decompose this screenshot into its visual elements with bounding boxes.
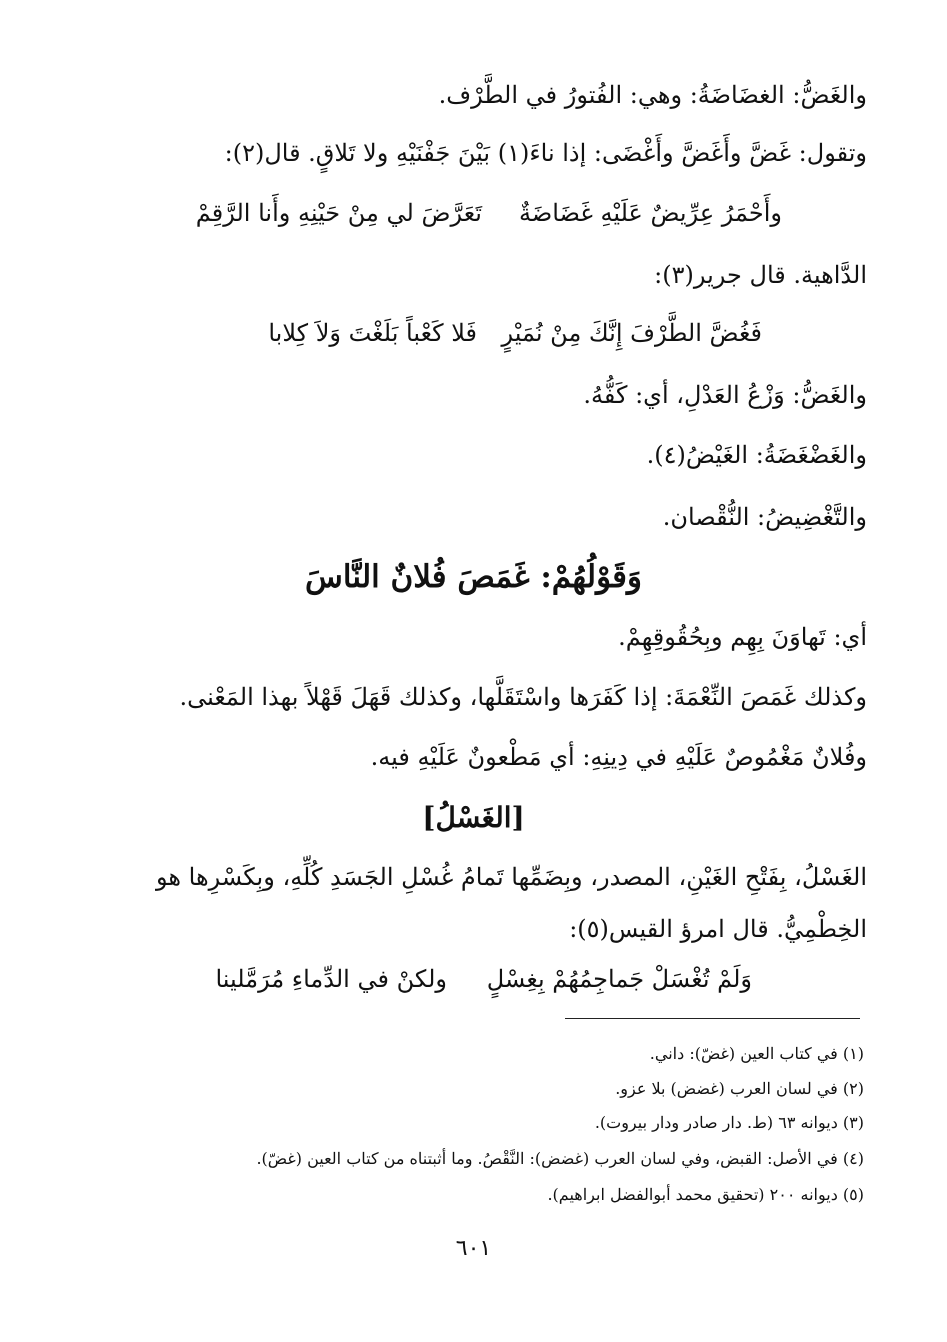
text-line: الخِطْمِيُّ. قال امرؤ القيس(٥): (569, 915, 867, 943)
text-line: وفُلانٌ مَغْمُوصٌ عَلَيْهِ في دِينِهِ: أي مَطْعونٌ عَلَيْهِ فيه. (370, 743, 867, 771)
page-number: ٦٠١ (455, 1236, 492, 1261)
text-line: أي: تَهاوَنَ بِهِم وبِحُقُوقِهِمْ. (618, 623, 867, 651)
text-line: الدَّاهية. قال جرير(٣): (654, 261, 867, 289)
verse-hemistich-right: وَلَمْ تُغْسَلْ جَماجِمُهُمْ بِغِسْلٍ (486, 965, 752, 993)
section-heading: [الغَسْلُ] (422, 801, 525, 834)
footnote: (٤) في الأصل: القبض، وفي لسان العرب (غضض): النَّقْصُ. وما أثبتناه من كتاب العين (غضّ). (256, 1149, 864, 1168)
verse-hemistich-left: فَلا كَعْباً بَلَغْتَ وَلاَ كِلابا (268, 319, 477, 347)
footnote: (٣) ديوانه ٦٣ (ط. دار صادر ودار بيروت). (594, 1113, 864, 1132)
text-line: والغَضُّ: وَزْعُ العَدْلِ، أي: كَفُّهُ. (583, 381, 867, 409)
footnote-separator (565, 1018, 860, 1019)
text-line: وكذلك غَمَصَ النِّعْمَةَ: إذا كَفَرَها واسْتَقَلَّها، وكذلك قَهَلَ قَهْلاً بهذا المَعْنى. (179, 683, 867, 711)
verse-hemistich-right: وأَحْمَرُ عِرِّيضٌ عَلَيْهِ غَضَاضَةٌ (518, 199, 782, 227)
verse-hemistich-left: تَعَرَّضَ لي مِنْ حَيْنِهِ وأَنا الرَّقِمْ (195, 199, 482, 227)
footnote: (٥) ديوانه ٢٠٠ (تحقيق محمد أبوالفضل ابراهيم). (547, 1185, 864, 1204)
section-heading: وَقَوْلُهُمْ: غَمَصَ فُلانٌ النَّاسَ (305, 559, 642, 595)
footnote: (٢) في لسان العرب (غضض) بلا عزو. (615, 1079, 864, 1098)
footnote: (١) في كتاب العين (غضّ): داني. (649, 1044, 864, 1063)
text-line: والغَضْغَضَةُ: الغَيْضُ(٤). (646, 441, 867, 469)
text-line: والتَّغْضِيضُ: النُّقْصان. (662, 503, 867, 531)
text-line: وتقول: غَضَّ وأَغَضَّ وأَغْضَى: إذا ناءَ(١) بَيْنَ جَفْنَيْهِ ولا تَلاقٍ. قال(٢): (224, 139, 867, 167)
text-line: الغَسْلُ، بِفَتْحِ الغَيْنِ، المصدر، وبِضَمِّها تَمامُ غُسْلِ الجَسَدِ كُلِّهِ، وبِكَسْرِها هو (155, 863, 867, 891)
verse-hemistich-right: فَغُضَّ الطَّرْفَ إِنَّكَ مِنْ نُمَيْرٍ (501, 319, 762, 347)
text-line: والغَضُّ: الغضَاضَةُ: وهي: الفُتورُ في الطَّرْف. (438, 81, 867, 109)
verse-hemistich-left: ولكنْ في الدِّماءِ مُرَمَّلينا (215, 965, 447, 993)
